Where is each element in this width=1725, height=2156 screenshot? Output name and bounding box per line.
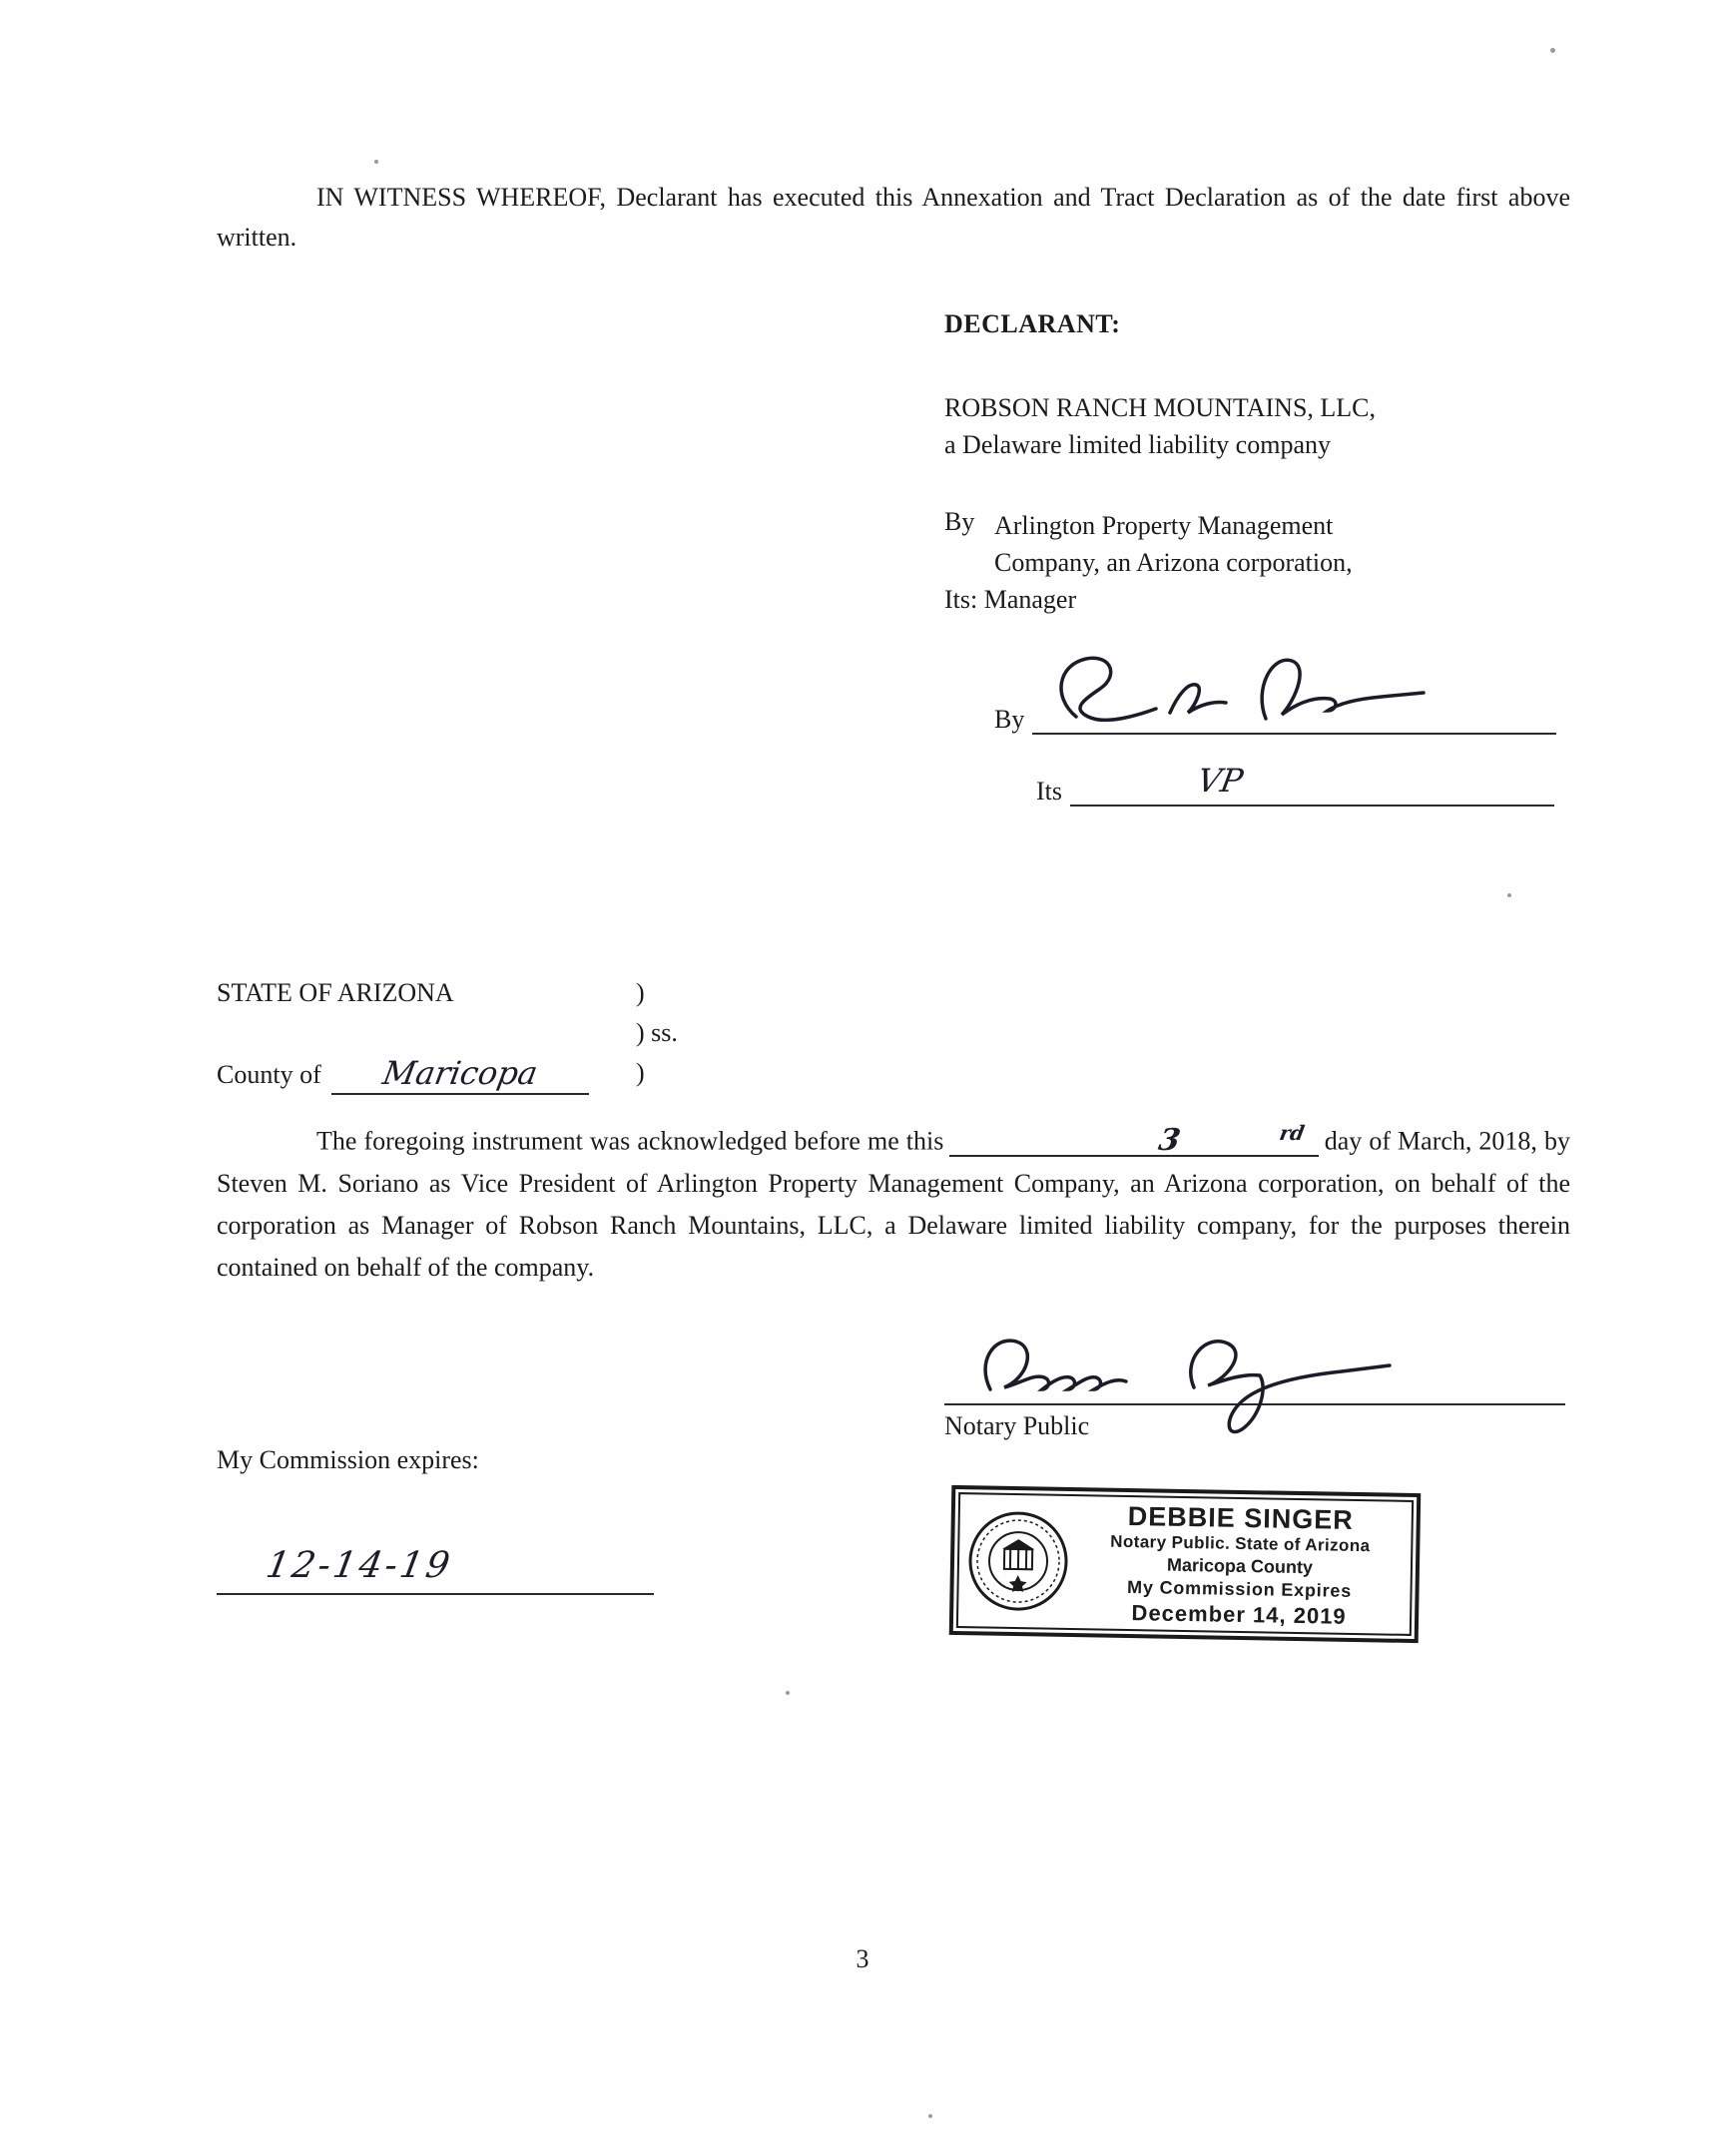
commission-date-line: [217, 1545, 654, 1595]
signature-its-row: [1036, 771, 1554, 807]
witness-clause: IN WITNESS WHEREOF, Declarant has executed this Annexation and Tract Declaration as of the date first above written.: [217, 183, 1570, 252]
declarant-company-name: ROBSON RANCH MOUNTAINS, LLC,: [944, 393, 1377, 422]
by-name-line1: Arlington Property Management: [994, 511, 1334, 540]
ack-day-handwritten: 3: [1156, 1122, 1184, 1158]
county-handwritten: Maricopa: [379, 1054, 541, 1092]
notary-stamp-text: [1076, 1500, 1412, 1631]
scan-speckle: [928, 2114, 932, 2118]
sig-by-label: By: [994, 705, 1025, 734]
by-label: By: [944, 507, 975, 536]
jurat-county-label: County of: [217, 1060, 321, 1089]
notary-seal: [958, 1508, 1078, 1614]
notary-stamp: [949, 1485, 1422, 1643]
jurat-block: [217, 973, 678, 1095]
scan-speckle: [786, 1691, 790, 1695]
jurat-state: STATE OF ARIZONA: [217, 978, 454, 1007]
ack-part1: The foregoing instrument was acknowledged before me this: [316, 1126, 944, 1156]
jurat-ss: ) ss.: [636, 1018, 678, 1047]
page-number: 3: [856, 1944, 869, 1973]
scan-speckle: [1550, 48, 1555, 53]
notary-seal-icon: [965, 1508, 1071, 1614]
stamp-line4: My Commission Expires: [1126, 1576, 1353, 1601]
notary-stamp-inner: [956, 1492, 1414, 1636]
declarant-heading: DECLARANT:: [944, 309, 1121, 338]
its-handwritten-value: VP: [1194, 762, 1246, 800]
by-name-line2: Company, an Arizona corporation,: [994, 548, 1353, 577]
stamp-line5: December 14, 2019: [1131, 1599, 1347, 1629]
declarant-signature: [1038, 639, 1438, 739]
ack-part2: day of March, 2018, by Steven M. Soriano as Vice President of Arlington Property Management Company, an Arizona corporation, on behalf of the corporation as Manager of Robson Ranch Mountains, LLC, a Delaware limited liability company, for the purposes therein contained on behalf of the company.: [217, 1126, 1570, 1282]
jurat-paren1: ): [636, 978, 645, 1007]
stamp-line3: Maricopa County: [1166, 1554, 1314, 1577]
commission-date-handwritten: 12-14-19: [263, 1545, 456, 1586]
its-role: Its: Manager: [944, 585, 1077, 614]
ack-day-suffix: rd: [1278, 1121, 1307, 1145]
declarant-company-block: [944, 389, 1376, 463]
signature-line-its: [1070, 771, 1554, 807]
declarant-company-type: a Delaware limited liability company: [944, 430, 1331, 459]
sig-its-label: Its: [1036, 777, 1062, 806]
acknowledgment-paragraph: [217, 1120, 1570, 1289]
declarant-by-block: [944, 507, 1353, 618]
commission-label: My Commission expires:: [217, 1445, 479, 1474]
jurat-paren3: ): [636, 1058, 645, 1087]
scan-speckle: [1507, 893, 1511, 897]
scan-speckle: [374, 160, 378, 164]
notary-title: Notary Public: [944, 1411, 1090, 1440]
county-line: [331, 1053, 589, 1095]
stamp-line2: Notary Public. State of Arizona: [1110, 1531, 1371, 1555]
stamp-name: DEBBIE SINGER: [1127, 1500, 1355, 1535]
